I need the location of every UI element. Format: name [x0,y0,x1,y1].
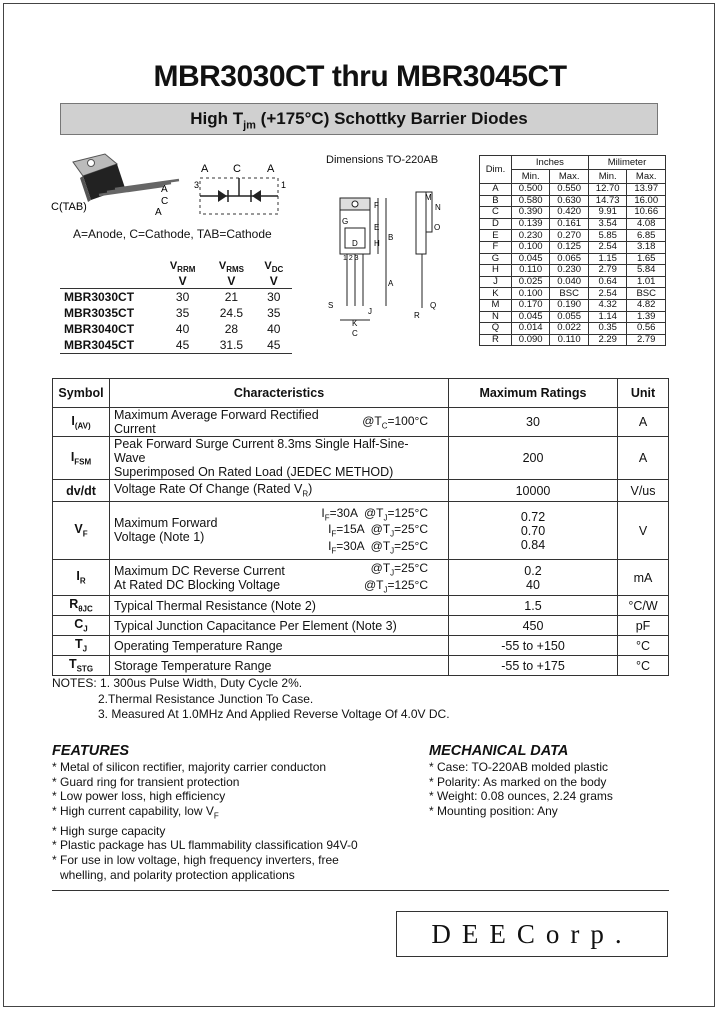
dim-value-cell: 0.125 [550,241,589,253]
dim-letter-cell: N [480,311,512,323]
feature-item: * Guard ring for transient protection [52,774,240,789]
dim-value-cell: 0.630 [550,195,589,207]
dim-row [480,311,666,323]
dim-value-cell: 4.82 [627,299,666,311]
dim-letter-h: H [374,239,380,248]
subtitle-pre: High T [190,109,244,128]
voltage-value: 35 [175,306,190,321]
dim-value-cell: 3.18 [627,241,666,253]
condition: =100°C [387,413,428,428]
mechanical-title: MECHANICAL DATA [429,743,569,759]
mechanical-list [429,760,613,818]
dim-value-cell: 0.110 [511,265,550,277]
dim-row [480,288,666,300]
dim-value-cell: 0.56 [627,323,666,335]
condition: J [383,584,388,594]
rating-unit: °C [635,658,651,673]
dim-letter-cell: A [480,184,512,196]
dim-value-cell: 0.040 [550,276,589,288]
condition: =25°C [394,561,428,576]
dim-letter-n: N [435,203,441,212]
feature-item: * Low power loss, high efficiency [52,789,226,804]
part-number: MBR3030CT [64,290,135,305]
rating-value: -55 to +150 [501,638,565,653]
rating-unit: pF [635,618,651,633]
rating-unit: V [638,523,648,538]
dim-letter-e: E [374,223,380,232]
symbol-subscript: θJC [78,604,93,614]
dim-value-cell: 0.550 [550,184,589,196]
dim-letter-c: C [352,329,358,338]
condition: =25°C [394,538,428,553]
dim-letter-cell: C [480,207,512,219]
circuit-label-a1: A [201,163,209,175]
dim-row [480,241,666,253]
rating-value: 40 [526,577,540,592]
pin-label-a2: A [155,207,162,218]
voltage-value: 45 [256,337,292,354]
circuit-label-a2: A [267,163,275,175]
condition: @T [370,522,391,537]
unit-header: Unit [618,379,669,408]
voltage-value: 35 [267,306,281,321]
rating-row [53,616,669,636]
dim-value-cell: 0.64 [588,276,627,288]
dim-value-cell: 0.090 [511,334,550,346]
condition: @T [362,413,382,428]
dim-letter-cell: J [480,276,512,288]
dim-value-cell: 2.79 [588,265,627,277]
mm-min-header: Min. [588,170,627,184]
symbol: C [74,617,84,632]
voltage-value: 28 [224,322,239,337]
dim-value-cell: 0.100 [511,241,550,253]
rating-value: 0.70 [520,523,546,538]
characteristic-text: Maximum DC Reverse Current [114,563,285,578]
dim-value-cell: 0.045 [511,311,550,323]
voltage-value: 45 [158,337,207,354]
rating-unit: A [638,415,648,429]
characteristic-text: Peak Forward Surge Current 8.3ms Single Half-Sine-Wave [114,437,409,465]
voltage-value: 40 [175,322,190,337]
dim-value-cell: 1.14 [588,311,627,323]
dim-value-cell: 0.390 [511,207,550,219]
symbol: I [70,449,75,464]
rating-row [53,437,669,480]
dimension-drawing [326,170,474,340]
symbol: I [71,413,75,428]
dim-letter-cell: M [480,299,512,311]
dim-value-cell: 2.29 [588,334,627,346]
rating-value: 450 [522,618,544,633]
circuit-label-c: C [233,163,241,175]
ratings-table [52,378,669,676]
voltage-value: 24.5 [219,306,244,321]
dim-letter-r: R [414,311,420,320]
rating-unit: °C/W [628,598,658,613]
dim-value-cell: 0.055 [550,311,589,323]
dim-value-cell: 2.54 [588,288,627,300]
vdc-unit: V [256,274,292,289]
pin-label-c: C [161,196,169,207]
dimensions-title: Dimensions TO-220AB [326,154,439,166]
rating-row [53,636,669,656]
condition: F [331,546,337,556]
symbol-subscript: (AV) [74,421,91,431]
dim-value-cell: 16.00 [627,195,666,207]
note-3: 3. Measured At 1.0MHz And Applied Reverse Voltage Of 4.0V DC. [98,707,450,721]
dim-value-cell: 0.35 [588,323,627,335]
dim-value-cell: 10.66 [627,207,666,219]
parts-table [60,260,292,354]
dim-letter-cell: F [480,241,512,253]
tab-label: C(TAB) [51,201,87,213]
mm-header: Milimeter [588,156,665,170]
dim-letter-f: F [374,201,379,210]
features-title: FEATURES [52,743,130,759]
dim-row [480,299,666,311]
note-1: 1. 300us Pulse Width, Duty Cycle 2%. [100,676,303,690]
condition: F [324,513,330,523]
dim-value-cell: 1.65 [627,253,666,265]
condition: J [390,568,395,578]
dim-value-cell: 12.70 [588,184,627,196]
rating-unit: V/us [630,483,656,498]
rating-unit: mA [633,570,653,585]
symbol: dv/dt [66,483,96,498]
footer-divider [52,890,669,891]
rating-value: 10000 [515,483,551,498]
dim-letter-cell: H [480,265,512,277]
symbol: V [74,522,83,537]
dim-value-cell: 2.54 [588,241,627,253]
dim-letter-d: D [352,239,358,248]
dim-letter-cell: E [480,230,512,242]
dim-value-cell: 1.15 [588,253,627,265]
part-row [60,337,292,354]
characteristic-text: Maximum Forward [114,516,218,531]
condition: J [390,546,395,556]
ratings-header: Maximum Ratings [449,379,618,408]
characteristic-text: Operating Temperature Range [114,638,283,653]
dim-row [480,195,666,207]
dim-letter-cell: D [480,218,512,230]
rating-value: 1.5 [524,598,542,613]
symbol: T [74,637,83,652]
condition: =15A [336,522,365,537]
mechanical-item: * Mounting position: Any [429,803,558,818]
vdc-header: $V_{DC}$ [264,260,284,275]
subtitle-post: (+175°C) Schottky Barrier Diodes [255,109,528,128]
symbol-subscript: J [82,644,88,654]
dimension-table [479,155,666,346]
symbol: I [76,569,80,584]
rating-value: 0.72 [520,509,546,524]
dim-letter-cell: G [480,253,512,265]
dim-value-cell: 0.139 [511,218,550,230]
dim-value-cell: 2.79 [627,334,666,346]
condition: J [383,513,388,523]
condition: @T [370,538,391,553]
dim-value-cell: 0.065 [550,253,589,265]
dim-letter-cell: B [480,195,512,207]
feature-item: * Plastic package has UL flammability classification 94V-0 [52,838,358,853]
voltage-value: 30 [267,290,281,305]
vrrm-unit: V [158,274,207,289]
rating-row [53,408,669,437]
dim-value-cell: 14.73 [588,195,627,207]
part-row [60,289,292,306]
rating-row [53,656,669,676]
dim-value-cell: 0.580 [511,195,550,207]
symbol: T [68,657,77,672]
dim-value-cell: 0.022 [550,323,589,335]
condition: F [331,529,337,539]
dim-row [480,184,666,196]
feature-item: whelling, and polarity protection applications [60,867,295,882]
subtitle-sub: jm [243,119,256,132]
dim-value-cell: 3.54 [588,218,627,230]
dim-letter-j: J [368,307,372,316]
mechanical-item: * Weight: 0.08 ounces, 2.24 grams [429,789,613,804]
rating-unit: A [638,451,648,465]
characteristics-header: Characteristics [110,379,449,408]
dim-letter-b: B [388,233,394,242]
notes-label: NOTES: [52,676,97,690]
dim-letter-cell: R [480,334,512,346]
pin-label-a1: A [161,184,168,195]
condition: I [321,505,325,520]
rating-unit: °C [635,638,651,653]
page-title: MBR3030CT thru MBR3045CT [153,60,567,93]
symbol-subscript: FSM [74,457,92,467]
symbol-subscript: STG [76,664,94,674]
circuit-pin-left: 3 [194,180,200,190]
symbol-subscript: R [79,576,86,586]
voltage-value: 30 [175,290,190,305]
rating-row [53,502,669,560]
dim-value-cell: 6.85 [627,230,666,242]
dim-value-cell: 0.100 [511,288,550,300]
condition: =30A [329,505,358,520]
condition: @T [363,577,384,592]
characteristic-text: At Rated DC Blocking Voltage [114,577,281,592]
symbol: R [69,597,79,612]
dim-letter-k: K [352,319,358,328]
rating-value: -55 to +175 [501,658,565,673]
dim-value-cell: 0.500 [511,184,550,196]
feature-item: * High current capability, low $V_F$ [52,803,219,821]
dim-row [480,334,666,346]
dim-value-cell: 0.014 [511,323,550,335]
dim-value-cell: 0.420 [550,207,589,219]
dim-row [480,253,666,265]
diode-right-icon [252,190,261,202]
mm-max-header: Max. [627,170,666,184]
condition: =125°C [387,577,428,592]
dim-value-cell: 0.270 [550,230,589,242]
notes [52,676,450,723]
characteristic-text: Maximum Average Forward Rectified Current [114,408,319,436]
diode-left-icon [218,190,227,202]
dim-row [480,265,666,277]
dim-col-header: Dim. [480,156,512,184]
mechanical-item: * Case: TO-220AB molded plastic [429,760,608,774]
rating-value: 0.2 [524,563,542,578]
rating-row [53,560,669,596]
characteristic-text: Typical Junction Capacitance Per Element (Note 3) [114,618,397,633]
feature-item: * For use in low voltage, high frequency inverters, free [52,852,339,867]
dim-letter-a: A [388,279,394,288]
condition: @T [363,505,384,520]
condition: =25°C [394,522,428,537]
pin-legend: A=Anode, C=Cathode, TAB=Cathode [73,227,272,241]
company-logo: DEECorp. [396,911,668,957]
condition: =30A [336,538,365,553]
characteristic-text: Storage Temperature Range [114,658,272,673]
dim-value-cell: 4.32 [588,299,627,311]
features-list [52,760,358,882]
part-number: MBR3040CT [64,322,135,337]
dim-value-cell: 5.84 [627,265,666,277]
symbol-header: Symbol [53,379,110,408]
subtitle-banner [60,103,658,135]
package-illustration [51,150,300,225]
characteristic-text: Voltage Rate Of Change (Rated V [114,482,303,497]
lead-numbers: 1 2 3 [343,255,359,262]
dim-value-cell: BSC [627,288,666,300]
dim-letter-cell: Q [480,323,512,335]
condition: @T [370,561,391,576]
voltage-value: 21 [224,290,239,305]
characteristic-text: Superimposed On Rated Load (JEDEC METHOD) [114,465,394,479]
dim-letter-o: O [434,223,441,232]
dim-value-cell: 0.230 [511,230,550,242]
feature-item: * Metal of silicon rectifier, majority carrier conducton [52,760,327,774]
condition: J [390,529,395,539]
characteristic-text: ) [308,482,313,497]
dim-letter-cell: K [480,288,512,300]
dim-row [480,230,666,242]
rating-row [53,596,669,616]
characteristic-text: Voltage (Note 1) [114,530,205,545]
vrms-header: $V_{RMS}$ [218,260,244,275]
dim-letter-g: G [342,217,349,226]
dim-row [480,276,666,288]
rating-value: 0.84 [520,537,546,552]
dim-value-cell: 4.08 [627,218,666,230]
rating-value: 30 [526,415,540,429]
voltage-value: 31.5 [207,337,255,354]
dim-value-cell: 0.170 [511,299,550,311]
dim-letter-s: S [328,301,334,310]
dim-value-cell: 0.161 [550,218,589,230]
dim-row [480,218,666,230]
condition: =125°C [387,505,428,520]
symbol-subscript: J [83,624,88,634]
dim-value-cell: 9.91 [588,207,627,219]
dim-value-cell: 0.190 [550,299,589,311]
inches-header: Inches [511,156,588,170]
condition: I [328,522,332,537]
part-row [60,305,292,321]
circuit-pin-right: 1 [281,180,287,190]
note-2: 2.Thermal Resistance Junction To Case. [98,691,314,706]
dim-value-cell: 0.110 [550,334,589,346]
condition: I [328,538,332,553]
dim-value-cell: 1.01 [627,276,666,288]
part-number: MBR3035CT [64,306,135,321]
dim-letter-m: M [425,193,432,202]
rating-row [53,480,669,502]
vrrm-header: $V_{RRM}$ [169,260,196,275]
dim-value-cell: 0.025 [511,276,550,288]
characteristic-text: Typical Thermal Resistance (Note 2) [114,598,316,613]
dim-letter-q: Q [430,301,437,310]
voltage-value: 40 [267,322,281,337]
dim-row [480,207,666,219]
part-number: MBR3045CT [60,337,158,354]
part-row [60,321,292,337]
dim-value-cell: 0.230 [550,265,589,277]
dim-value-cell: BSC [550,288,589,300]
inch-max-header: Max. [550,170,589,184]
dim-value-cell: 0.045 [511,253,550,265]
inch-min-header: Min. [511,170,550,184]
mechanical-item: * Polarity: As marked on the body [429,774,607,789]
dim-value-cell: 5.85 [588,230,627,242]
dim-value-cell: 1.39 [627,311,666,323]
condition-subscript: C [381,421,388,431]
dim-value-cell: 13.97 [627,184,666,196]
dim-row [480,323,666,335]
symbol-subscript: F [82,529,88,539]
vrms-unit: V [207,274,255,289]
rating-value: 200 [522,451,544,465]
feature-item: * High surge capacity [52,823,166,838]
characteristic-subscript: R [302,489,309,499]
